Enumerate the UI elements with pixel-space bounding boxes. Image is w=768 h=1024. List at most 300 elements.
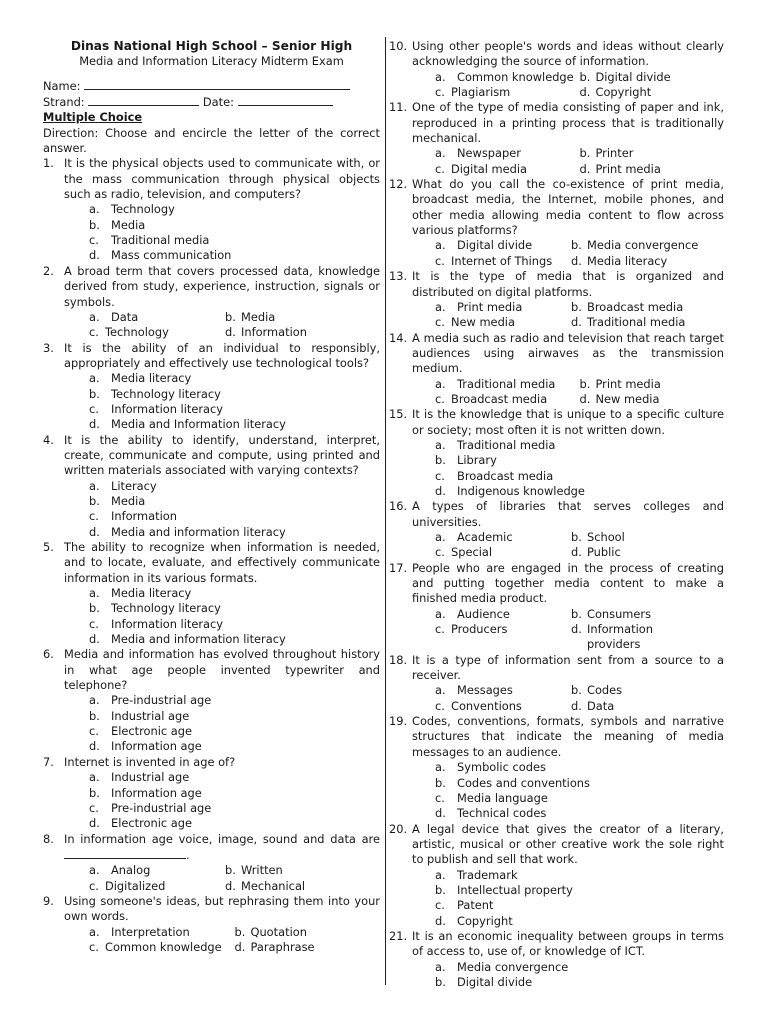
option-letter: d. (435, 806, 446, 821)
option-letter: a. (435, 959, 446, 974)
question-stem (43, 264, 380, 310)
question-12 (389, 177, 724, 269)
option-text: Academic (457, 530, 513, 544)
option-b[interactable] (571, 238, 707, 253)
option-letter: c. (89, 616, 99, 631)
option-letter: d. (571, 698, 582, 713)
option-text: Media literacy (111, 586, 192, 601)
options-row (435, 85, 724, 100)
option-text: Technical codes (457, 806, 547, 821)
question-text: It is the knowledge that is unique to a specific culture or society; most often it is not written down. (412, 407, 724, 437)
question-stem (389, 499, 724, 530)
option-text: Media literacy (111, 371, 192, 386)
option-a[interactable] (89, 479, 380, 494)
option-d[interactable] (89, 739, 380, 754)
question-14 (389, 331, 724, 408)
options-row (89, 940, 380, 955)
option-text: Codes and conventions (457, 775, 590, 790)
question-number: 10. (389, 39, 408, 53)
option-letter: c. (435, 545, 445, 560)
question-text: It is the ability to identify, understand, interpret, create, communicate and compute, using printed and written materials associated with varying contexts? (64, 432, 380, 478)
options-row (435, 699, 724, 714)
question-stem (389, 653, 724, 684)
options-list (89, 371, 380, 432)
option-letter: a. (435, 867, 446, 882)
option-text: Information literacy (111, 401, 224, 416)
option-c[interactable] (89, 617, 380, 632)
option-letter: a. (89, 202, 100, 217)
option-c[interactable] (435, 791, 724, 806)
option-a[interactable] (435, 760, 724, 775)
option-letter: b. (89, 785, 100, 800)
option-text: Copyright (457, 913, 513, 928)
options-list (435, 960, 724, 991)
question-stem (43, 433, 380, 479)
option-b[interactable] (225, 310, 361, 325)
option-letter: b. (89, 493, 100, 508)
option-letter: a. (89, 371, 100, 386)
question-number: 2. (43, 263, 54, 278)
option-b[interactable] (435, 883, 724, 898)
option-b[interactable] (89, 786, 380, 801)
option-text: Written (241, 863, 283, 878)
option-text: Audience (457, 606, 510, 621)
question-16 (389, 499, 724, 560)
option-a[interactable] (435, 683, 571, 698)
options-list (89, 586, 380, 647)
option-letter: a. (435, 238, 446, 253)
option-letter: d. (579, 391, 591, 406)
option-letter: b. (89, 217, 100, 232)
option-a[interactable] (89, 770, 380, 785)
option-letter: d. (89, 248, 100, 263)
option-letter: c. (89, 233, 99, 248)
option-c[interactable] (89, 801, 380, 816)
school-title: Dinas National High School – Senior High (70, 39, 353, 53)
question-stem (389, 407, 724, 438)
option-letter: c. (435, 622, 445, 637)
option-text: Messages (457, 683, 513, 698)
option-text: Information (111, 509, 177, 524)
date-blank[interactable] (238, 94, 333, 106)
option-d[interactable] (225, 325, 361, 340)
question-stem (43, 894, 380, 925)
option-letter: d. (571, 315, 582, 330)
option-a[interactable] (435, 530, 571, 545)
option-d[interactable] (89, 248, 380, 263)
option-d[interactable] (225, 879, 361, 894)
option-b[interactable] (89, 601, 380, 616)
option-text: Technology (111, 202, 175, 217)
question-number: 7. (43, 754, 54, 769)
option-letter: d. (89, 524, 100, 539)
option-text: Traditional media (457, 376, 556, 391)
option-a[interactable] (435, 70, 580, 85)
option-c[interactable] (89, 509, 380, 524)
question-5 (43, 540, 380, 647)
strand-label: Strand: (43, 95, 85, 110)
option-text: Industrial age (111, 770, 190, 785)
question-number: 3. (43, 340, 54, 355)
question-number: 15. (389, 407, 408, 422)
option-letter: a. (89, 863, 100, 878)
option-c[interactable] (89, 724, 380, 739)
question-number: 5. (43, 540, 54, 554)
option-text: Digital divide (595, 69, 671, 84)
option-c[interactable] (435, 699, 571, 714)
option-c[interactable] (89, 940, 235, 955)
option-letter: b. (435, 453, 446, 468)
question-text: A types of libraries that serves colleges and universities. (412, 499, 724, 529)
option-letter: c. (435, 790, 445, 805)
section-heading: Multiple Choice (43, 110, 143, 125)
options-row (435, 683, 724, 698)
question-8 (43, 832, 380, 894)
question-text: It is the ability of an individual to responsibly, appropriately and effectively use technological tools? (64, 340, 380, 370)
option-text: Information (241, 325, 307, 340)
option-text: New media (451, 315, 515, 330)
option-text: Intellectual property (457, 882, 573, 897)
option-letter: d. (571, 622, 582, 637)
option-c[interactable] (435, 392, 580, 407)
option-a[interactable] (89, 202, 380, 217)
option-b[interactable] (435, 975, 724, 990)
option-text: New media (595, 391, 660, 406)
option-letter: c. (89, 800, 99, 815)
option-letter: b. (571, 238, 582, 253)
question-text: A legal device that gives the creator of a literary, artistic, musical or other creative work the sole right to publish and sell that work. (412, 821, 724, 867)
options-list (435, 868, 724, 929)
question-2 (43, 264, 380, 341)
option-letter: a. (89, 586, 100, 601)
option-text: Media (111, 217, 146, 232)
options-row (89, 310, 380, 325)
question-stem (43, 341, 380, 372)
option-text: Conventions (451, 698, 522, 713)
option-text: Information age (111, 739, 202, 754)
question-number: 12. (389, 177, 408, 192)
question-number: 19. (389, 714, 408, 729)
option-d[interactable] (89, 816, 380, 831)
option-letter: b. (89, 708, 100, 723)
option-d[interactable] (435, 914, 724, 929)
option-text: Digital media (451, 161, 528, 176)
option-letter: d. (89, 739, 100, 754)
option-text: Public (587, 545, 621, 560)
option-d[interactable] (580, 85, 725, 100)
question-text: Using other people's words and ideas without clearly acknowledging the source of information. (412, 39, 724, 69)
question-stem (389, 100, 724, 146)
options-row (435, 545, 724, 560)
option-text: Information literacy (111, 616, 224, 631)
options-list (89, 479, 380, 540)
option-letter: d. (435, 913, 446, 928)
option-letter: b. (89, 601, 100, 616)
question-number: 16. (389, 499, 408, 514)
option-b[interactable] (225, 863, 361, 878)
question-stem (389, 714, 724, 760)
question-stem (43, 156, 380, 202)
question-number: 20. (389, 821, 408, 836)
option-text: Media language (457, 790, 548, 805)
question-7 (43, 755, 380, 832)
option-b[interactable] (571, 530, 707, 545)
option-text: Digitalized (105, 878, 166, 893)
option-b[interactable] (89, 494, 380, 509)
question-stem (389, 822, 724, 868)
options-row (435, 146, 724, 161)
option-letter: b. (435, 775, 446, 790)
option-d[interactable] (571, 622, 707, 653)
question-stem (389, 561, 724, 607)
option-text: Traditional media (457, 437, 556, 452)
option-letter: b. (225, 863, 236, 878)
question-19 (389, 714, 724, 821)
option-b[interactable] (89, 218, 380, 233)
question-6 (43, 647, 380, 754)
question-number: 13. (389, 269, 408, 284)
option-letter: b. (579, 146, 591, 161)
question-stem (389, 269, 724, 300)
question-13 (389, 269, 724, 330)
option-letter: a. (435, 69, 446, 84)
option-text: Data (111, 309, 139, 324)
question-18 (389, 653, 724, 714)
option-c[interactable] (89, 233, 380, 248)
column-divider (385, 37, 386, 985)
question-text: The ability to recognize when information is needed, and to locate, evaluate, and effectively communicate information in its various formats. (64, 540, 380, 585)
option-d[interactable] (571, 315, 707, 330)
question-21 (389, 929, 724, 990)
option-letter: d. (89, 632, 100, 647)
question-text: In information age voice, image, sound and data are . (64, 831, 380, 862)
option-b[interactable] (580, 377, 725, 392)
option-a[interactable] (89, 925, 235, 940)
option-letter: c. (435, 161, 445, 176)
option-text: Broadcast media (587, 299, 684, 314)
strand-date-row (43, 94, 380, 110)
option-text: Paraphrase (250, 939, 315, 954)
options-row (435, 254, 724, 269)
option-letter: d. (89, 417, 100, 432)
question-number: 21. (389, 928, 408, 943)
right-column (389, 39, 724, 990)
option-c[interactable] (435, 254, 571, 269)
question-number: 6. (43, 647, 54, 662)
options-row (89, 925, 380, 940)
option-a[interactable] (435, 300, 571, 315)
option-text: Plagiarism (451, 85, 511, 100)
option-text: Mechanical (241, 878, 306, 893)
option-c[interactable] (435, 85, 580, 100)
option-b[interactable] (235, 925, 381, 940)
option-b[interactable] (89, 709, 380, 724)
option-text: Electronic age (111, 816, 192, 831)
options-row (435, 162, 724, 177)
question-text: Media and information has evolved throughout history in what age people invented typewriter and telephone? (64, 647, 380, 693)
question-text: It is an economic inequality between groups in terms of access to, use of, or knowledge of ICT. (412, 928, 724, 959)
option-text: Quotation (250, 924, 307, 939)
option-d[interactable] (580, 162, 725, 177)
option-letter: b. (571, 683, 582, 698)
option-text: Printer (595, 146, 634, 161)
option-text: Traditional media (587, 315, 686, 330)
option-a[interactable] (89, 586, 380, 601)
option-d[interactable] (435, 806, 724, 821)
option-text: Print media (595, 161, 661, 176)
option-c[interactable] (89, 325, 225, 340)
option-a[interactable] (435, 438, 724, 453)
name-field-row (43, 78, 380, 94)
question-text: Internet is invented in age of? (64, 754, 236, 769)
options-row (435, 607, 724, 622)
option-text: Trademark (457, 867, 518, 882)
option-text: Print media (595, 376, 661, 391)
options-row (435, 392, 724, 407)
option-d[interactable] (571, 699, 707, 714)
option-letter: c. (89, 878, 99, 893)
option-c[interactable] (435, 315, 571, 330)
option-d[interactable] (435, 484, 724, 499)
option-text: Media convergence (587, 238, 699, 253)
option-text: Copyright (595, 85, 652, 100)
option-b[interactable] (571, 683, 707, 698)
option-c[interactable] (435, 898, 724, 913)
question-stem (389, 39, 724, 70)
question-text: Codes, conventions, formats, symbols and narrative structures that indicate the meaning of media messages to an audience. (412, 714, 724, 759)
left-questions (43, 156, 380, 955)
option-a[interactable] (435, 960, 724, 975)
option-text: Interpretation (111, 924, 190, 939)
name-blank[interactable] (84, 78, 350, 90)
question-20 (389, 822, 724, 929)
option-letter: d. (571, 545, 582, 560)
option-letter: b. (435, 974, 446, 989)
option-d[interactable] (571, 254, 707, 269)
option-letter: a. (89, 478, 100, 493)
option-b[interactable] (580, 146, 725, 161)
option-text: Internet of Things (451, 253, 553, 268)
exam-title: Media and Information Literacy Midterm Exam (79, 54, 344, 69)
option-letter: c. (435, 468, 445, 483)
option-b[interactable] (89, 387, 380, 402)
option-text: Digital divide (457, 974, 533, 989)
question-4 (43, 433, 380, 540)
option-letter: d. (579, 85, 591, 100)
option-letter: b. (571, 530, 582, 544)
option-text: Broadcast media (451, 391, 548, 406)
option-a[interactable] (435, 868, 724, 883)
option-b[interactable] (580, 70, 725, 85)
question-text: One of the type of media consisting of paper and ink, reproduced in a printing process that is traditionally mechanical. (412, 100, 724, 146)
question-15 (389, 407, 724, 499)
option-text: Newspaper (457, 146, 521, 161)
option-text: Digital divide (457, 238, 533, 253)
question-number: 11. (389, 100, 408, 115)
option-a[interactable] (89, 693, 380, 708)
option-letter: d. (89, 816, 100, 831)
option-text: Mass communication (111, 248, 232, 263)
option-a[interactable] (435, 607, 571, 622)
option-a[interactable] (89, 371, 380, 386)
option-a[interactable] (435, 238, 571, 253)
option-letter: b. (571, 299, 582, 314)
question-9 (43, 894, 380, 955)
option-text: School (587, 530, 625, 544)
options-list (89, 693, 380, 754)
option-b[interactable] (435, 776, 724, 791)
options-row (435, 315, 724, 330)
question-number: 8. (43, 831, 54, 846)
option-letter: a. (89, 924, 100, 939)
option-text: Literacy (111, 478, 157, 493)
option-letter: c. (435, 315, 445, 330)
option-b[interactable] (435, 453, 724, 468)
option-a[interactable] (435, 146, 580, 161)
option-c[interactable] (435, 469, 724, 484)
option-letter: c. (435, 391, 445, 406)
option-c[interactable] (89, 402, 380, 417)
option-a[interactable] (89, 310, 225, 325)
option-d[interactable] (89, 417, 380, 432)
question-stem (389, 331, 724, 377)
option-letter: d. (435, 483, 446, 498)
option-d[interactable] (235, 940, 381, 955)
answer-blank[interactable] (64, 847, 186, 859)
option-a[interactable] (435, 377, 580, 392)
option-letter: c. (435, 85, 445, 100)
strand-blank[interactable] (88, 94, 199, 106)
options-list (435, 438, 724, 499)
option-text: Industrial age (111, 708, 190, 723)
option-c[interactable] (435, 545, 571, 560)
options-list (89, 770, 380, 831)
option-text: Media convergence (457, 959, 569, 974)
option-text: Media literacy (587, 253, 668, 268)
option-d[interactable] (571, 545, 707, 560)
option-d[interactable] (89, 525, 380, 540)
option-c[interactable] (435, 162, 580, 177)
date-label: Date: (202, 95, 234, 110)
option-b[interactable] (571, 607, 707, 622)
option-letter: b. (579, 376, 591, 391)
option-letter: b. (225, 309, 236, 324)
option-text: Patent (457, 898, 494, 913)
option-text: Print media (457, 299, 523, 314)
option-c[interactable] (435, 622, 571, 653)
option-letter: a. (435, 146, 446, 161)
option-letter: b. (234, 924, 246, 939)
option-letter: a. (89, 309, 100, 324)
option-text: Information providers (587, 622, 653, 652)
option-text: Pre-industrial age (111, 693, 212, 708)
option-text: Producers (451, 622, 508, 637)
option-a[interactable] (89, 863, 225, 878)
question-stem (43, 755, 380, 770)
question-text: A media such as radio and television that reach target audiences using airwaves as the transmission medium. (412, 330, 724, 376)
option-b[interactable] (571, 300, 707, 315)
option-letter: a. (89, 770, 100, 785)
option-text: Information age (111, 785, 202, 800)
option-d[interactable] (580, 392, 725, 407)
question-text: What do you call the co-existence of print media, broadcast media, the Internet, mobile phones, and other media allowing media content to flow across various platforms? (412, 177, 724, 238)
option-c[interactable] (89, 879, 225, 894)
direction-text: Direction: Choose and encircle the letter of the correct answer. (43, 125, 380, 156)
option-letter: a. (435, 299, 446, 314)
option-text: Traditional media (111, 233, 210, 248)
option-d[interactable] (89, 632, 380, 647)
option-text: Consumers (587, 606, 652, 621)
